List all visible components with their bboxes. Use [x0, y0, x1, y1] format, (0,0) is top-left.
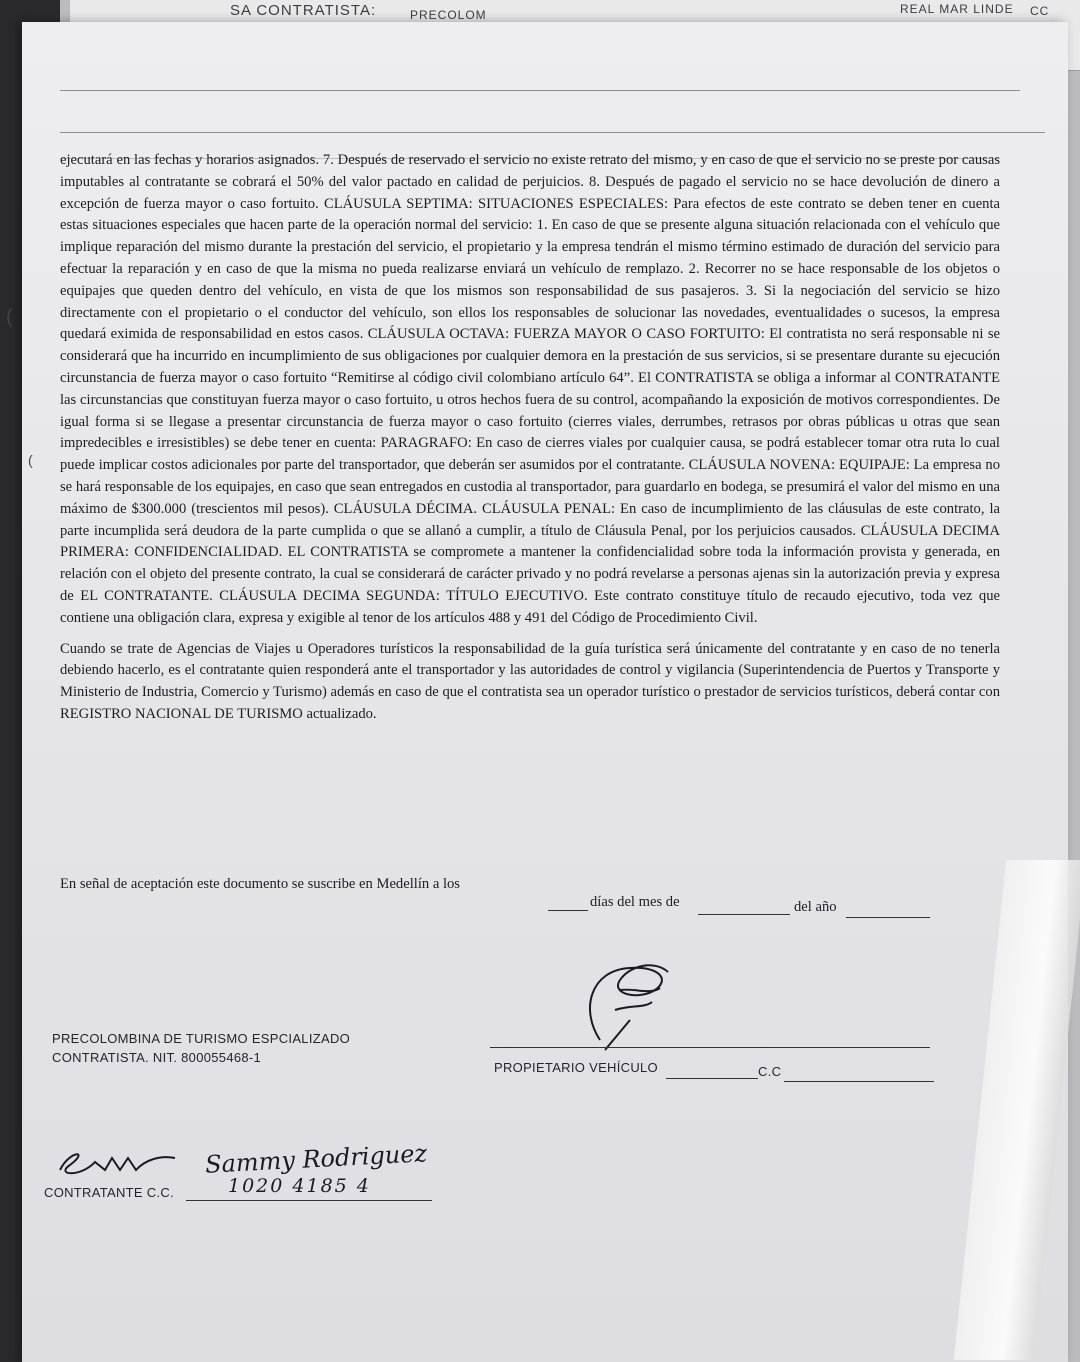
company-nit: CONTRATISTA. NIT. 800055468-1: [52, 1050, 262, 1065]
company-name: PRECOLOMBINA DE TURISMO ESPCIALIZADO: [52, 1031, 351, 1046]
header-preco-label: PRECOLOM: [410, 8, 487, 22]
contratante-handwritten-cc: 1020 4185 4: [228, 1175, 371, 1197]
owner-cc-label: C.C: [758, 1064, 782, 1079]
header-contratista-label: SA CONTRATISTA:: [230, 2, 377, 19]
margin-mark-2: (: [28, 452, 33, 468]
owner-cc-blank: [784, 1081, 934, 1082]
acceptance-text-3: del año: [794, 899, 837, 915]
agencies-paragraph: Cuando se trate de Agencias de Viajes u Operadores turísticos la responsabilidad de la guía turística será únicamente del contratante y en caso de no tenerla debiendo hacerlo, es el contratante quien responderá ante el transportador y las autoridades de control y vigilancia (Superintendencia de Puertos y Transporte y Ministerio de Industria, Comercio y Turismo) además en caso de que el contratista sea un operador turístico o prestador de servicios turísticos, deberá contar con REGISTRO NACIONAL DE TURISMO actualizado.: [60, 640, 1000, 722]
contract-body: [60, 150, 1000, 735]
header-rule-2: [60, 132, 1045, 133]
contratante-label: CONTRATANTE C.C.: [44, 1185, 174, 1200]
contratante-cc-line: [186, 1200, 432, 1201]
owner-signature-line: [490, 1047, 930, 1048]
margin-mark-1: (: [6, 306, 13, 328]
acceptance-text-1: En señal de aceptación este documento se suscribe en Medellín a los: [60, 876, 460, 892]
header-right-code: CC: [1030, 4, 1050, 18]
clauses-paragraph: ejecutará en las fechas y horarios asignados. 7. Después de reservado el servicio no existe retrato del mismo, y en caso de que el servicio no se preste por causas imputables al contratante se cobrará el 50% del valor pactado en calidad de perjuicios. 8. Después de pagado el servicio no se hace devolución de dinero a excepción de fuerza mayor o caso fortuito. CLÁUSULA SEPTIMA: SITUACIONES ESPECIALES: Para efectos de este contrato se deben tener en cuenta estas situaciones especiales que hacen parte de la operación normal del servicio: 1. En caso de que se presente alguna situación relacionada con el vehículo que implique reparación del mismo durante la prestación del servicio, el propietario y la empresa tendrán el mismo término estimado de duración del servicio para efectuar la reparación y en caso de que la misma no pueda realizarse enviará un vehículo de remplazo. 2. Recorrer no se hace responsable de los objetos o equipajes que queden dentro del vehículo, en vista de que los mismos son responsabilidad de sus pasajeros. 3. Si la negociación del servicio se hizo directamente con el propietario o el conductor del vehículo, son ellos los responsables de solucionar las novedades, eventualidades o sucesos, la empresa quedará eximida de responsabilidad en estos casos. CLÁUSULA OCTAVA: FUERZA MAYOR O CASO FORTUITO: El contratista no será responsable ni se considerará que ha incurrido en incumplimiento de sus obligaciones por cualquier demora en la prestación de sus servicios, si se presentare durante su ejecución circunstancia de fuerza mayor o caso fortuito “Remitirse al código civil colombiano artículo 64”. El CONTRATISTA se obliga a informar al CONTRATANTE las circunstancias que constituyan fuerza mayor o caso fortuito, u otros hechos fuera de su control, acompañando la exposición de motivos correspondientes. De igual forma si se llegase a presentar circunstancia de fuerza mayor o caso fortuito (cierres viales, derrumbes, retrasos por obras públicas u otras que sean impredecibles e irresistibles) se debe tener en cuenta: PARAGRAFO: En caso de cierres viales por cualquier causa, se podrá establecer tomar otra ruta lo cual puede implicar costos adicionales por parte del transportador, que deberán ser asumidos por el contratante. CLÁUSULA NOVENA: EQUIPAJE: La empresa no se hará responsable de los equipajes, en caso que sean entregados en custodia al transportador, para guardarlo en bodega, se presumirá el valor del mismo en una máximo de $300.000 (trescientos mil pesos). CLÁUSULA DÉCIMA. CLÁUSULA PENAL: En caso de incumplimiento de las cláusulas de este contrato, la parte incumplida será deudora de la parte cumplida o que se allanó a cumplir, a título de Cláusula Penal, por los perjuicios causados. CLÁUSULA DECIMA PRIMERA: CONFIDENCIALIDAD. EL CONTRATISTA se compromete a mantener la confidencialidad sobre toda la información provista y generada, en relación con el objeto del presente contrato, la cual se considerará de carácter privado y no podrá revelarse a personas ajenas sin la autorización previa y expresa de EL CONTRATANTE. CLÁUSULA DECIMA SEGUNDA: TÍTULO EJECUTIVO. Este contrato constituye título de recaudo ejecutivo, toda vez que contiene una obligación clara, expresa y exigible al tenor de los artículos 488 y 491 del Código de Procedimiento Civil.: [60, 152, 1000, 626]
contratante-signature: [50, 1140, 190, 1185]
owner-label: PROPIETARIO VEHÍCULO: [494, 1060, 658, 1075]
acceptance-month-blank: [698, 914, 790, 915]
contratante-handwritten-name: Sammy Rodriguez: [204, 1139, 428, 1179]
acceptance-year-blank: [846, 917, 930, 918]
owner-name-blank: [666, 1078, 758, 1079]
header-rule-1: [60, 90, 1020, 91]
owner-signature: [560, 950, 690, 1060]
acceptance-day-blank: [548, 910, 588, 911]
acceptance-text-2: días del mes de: [590, 894, 680, 910]
header-right-label: REAL MAR LINDE: [900, 2, 1014, 16]
